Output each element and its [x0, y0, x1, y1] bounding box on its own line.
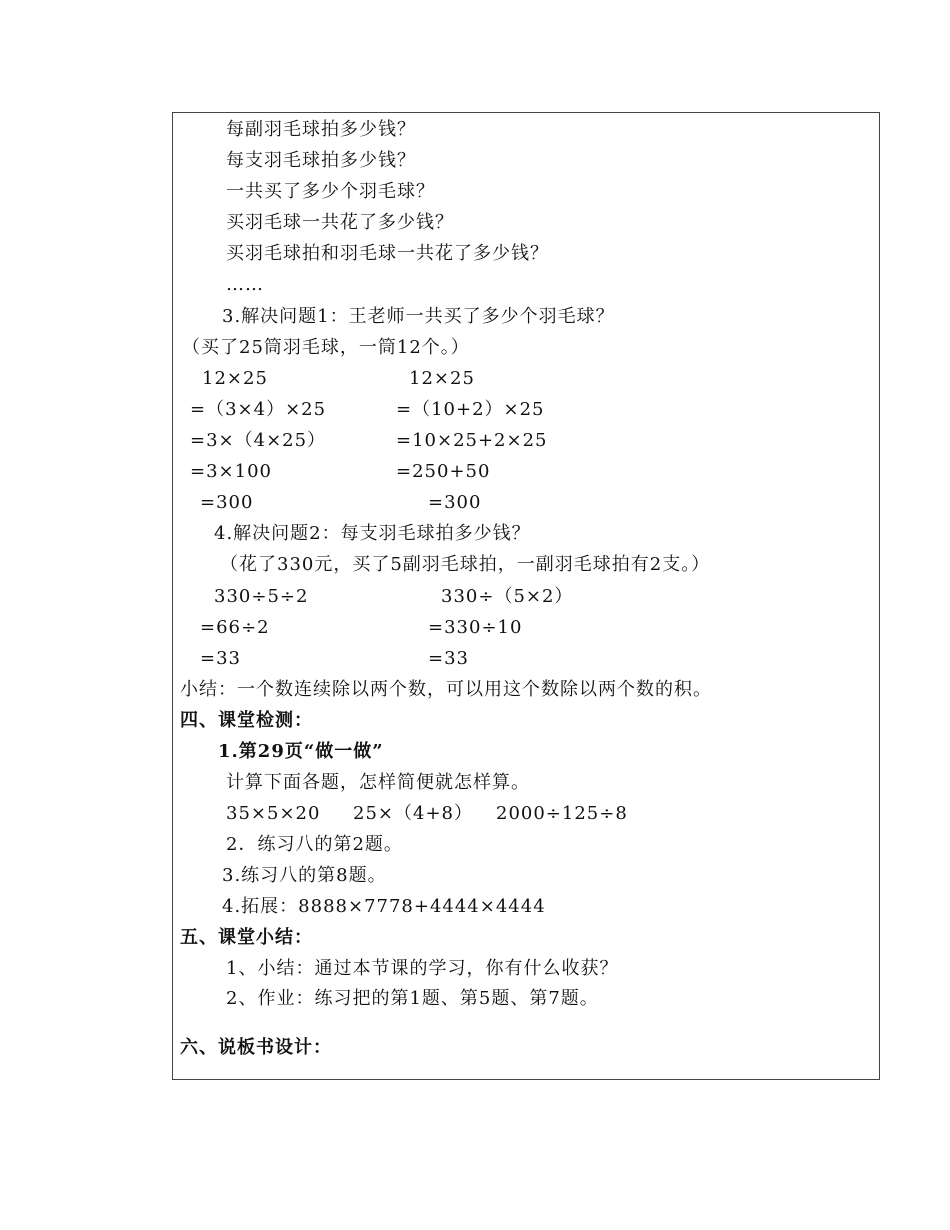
calc1-left-step: =300: [200, 492, 254, 513]
ellipsis: ……: [226, 274, 264, 295]
problem-1-condition: （买了25筒羽毛球，一筒12个。）: [182, 337, 470, 358]
section-4-item-2: 2．练习八的第2题。: [226, 834, 403, 855]
problem-1-title: 3.解决问题1：王老师一共买了多少个羽毛球？: [222, 306, 615, 327]
section-4-item-3: 3.练习八的第8题。: [222, 865, 387, 886]
question-line: 买羽毛球一共花了多少钱？: [226, 212, 454, 233]
problem-2-condition: （花了330元，买了5副羽毛球拍，一副羽毛球拍有2支。）: [220, 554, 711, 575]
calc1-right-step: =250+50: [396, 461, 491, 482]
problem-2-title: 4.解决问题2：每支羽毛球拍多少钱？: [214, 523, 531, 544]
calc1-right-step: =（10+2）×25: [396, 399, 545, 420]
question-line: 每副羽毛球拍多少钱？: [226, 119, 416, 140]
calc1-right-step: =300: [428, 492, 482, 513]
section-4-heading: 四、课堂检测：: [180, 710, 313, 731]
calc1-left-step: 12×25: [202, 368, 268, 389]
calc1-left-step: =3×100: [190, 461, 272, 482]
question-line: 每支羽毛球拍多少钱？: [226, 150, 416, 171]
exercise-expression: 25×（4+8）: [353, 803, 473, 824]
section-6-heading: 六、说板书设计：: [180, 1037, 332, 1058]
calc2-left-step: =66÷2: [200, 617, 270, 638]
section-5-item-1: 1、小结：通过本节课的学习，你有什么收获？: [226, 958, 619, 979]
calc2-right-step: =330÷10: [428, 617, 523, 638]
calc2-left-step: =33: [200, 648, 241, 669]
question-line: 一共买了多少个羽毛球？: [226, 181, 435, 202]
summary-line: 小结：一个数连续除以两个数，可以用这个数除以两个数的积。: [180, 679, 712, 700]
calc1-left-step: =（3×4）×25: [190, 399, 327, 420]
section-5-heading: 五、课堂小结：: [180, 927, 313, 948]
section-4-item-4: 4.拓展：8888×7778+4444×4444: [222, 896, 546, 917]
calc2-right-step: =33: [428, 648, 469, 669]
question-line: 买羽毛球拍和羽毛球一共花了多少钱？: [226, 243, 549, 264]
section-4-item-1: 1.第29页“做一做”: [218, 741, 384, 762]
calc1-right-step: =10×25+2×25: [396, 430, 548, 451]
section-5-item-2: 2、作业：练习把的第1题、第5题、第7题。: [226, 988, 599, 1009]
calc2-left-step: 330÷5÷2: [214, 586, 309, 607]
exercise-expression: 2000÷125÷8: [496, 803, 628, 824]
section-4-instruction: 计算下面各题，怎样简便就怎样算。: [226, 772, 530, 793]
calc1-left-step: =3×（4×25）: [190, 430, 327, 451]
exercise-expression: 35×5×20: [226, 803, 321, 824]
calc2-right-step: 330÷（5×2）: [441, 586, 574, 607]
calc1-right-step: 12×25: [409, 368, 475, 389]
